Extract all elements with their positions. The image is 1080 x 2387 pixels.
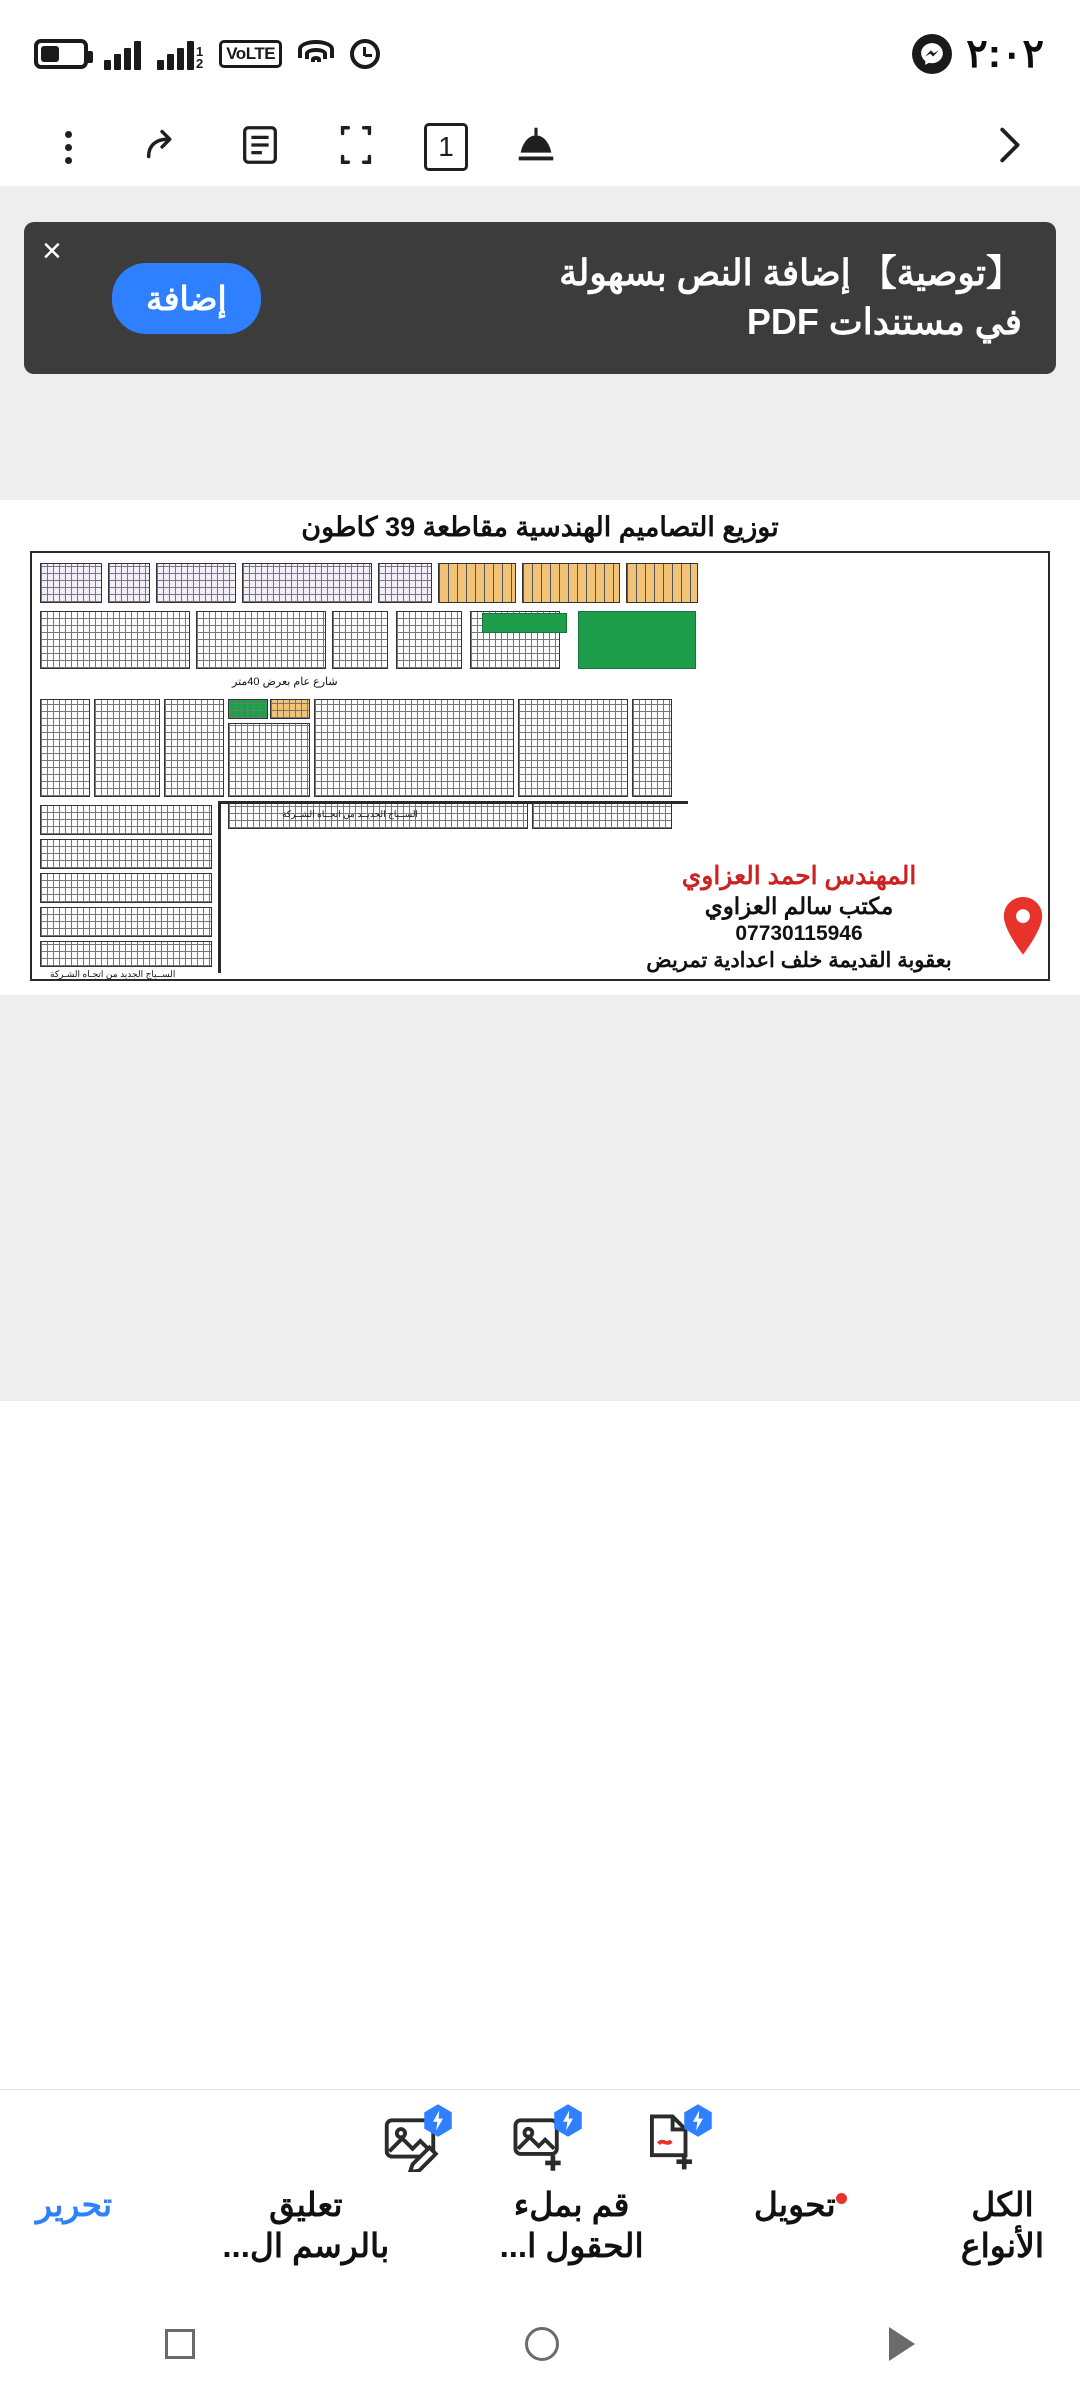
signature-page-icon	[639, 2159, 701, 2176]
office-name: مكتب سالم العزاوي	[704, 893, 894, 919]
status-bar-right	[912, 0, 1044, 108]
plan-block	[518, 699, 628, 797]
tab-fill-line1: قم بملء	[513, 2186, 630, 2223]
add-signature-tool-button[interactable]	[639, 2110, 701, 2172]
office-address: بعقوبة القديمة خلف اعدادية تمريض	[646, 949, 952, 972]
plan-block	[242, 563, 372, 603]
tab-comment-line2: بالرسم ال...	[222, 2227, 390, 2265]
plan-block	[228, 723, 310, 797]
edit-image-tool-button[interactable]	[379, 2110, 441, 2172]
plan-block	[532, 803, 672, 829]
signal-bars-sim2-icon	[157, 38, 203, 70]
promo-banner[interactable]	[24, 222, 1056, 374]
sim1-label: 1	[196, 44, 204, 59]
bottom-tool-icons	[0, 2090, 1080, 2172]
plan-block	[40, 699, 90, 797]
plan-block	[438, 563, 516, 603]
plan-block	[40, 941, 212, 967]
circle-nav-icon[interactable]	[525, 2327, 559, 2361]
volte-icon: VoLTE	[219, 40, 282, 68]
plan-block	[378, 563, 432, 603]
fence-label-top: الســياج الجديــد من اتجــاه الشــركة	[282, 809, 418, 819]
square-nav-icon[interactable]	[165, 2329, 195, 2359]
tab-convert[interactable]	[754, 2184, 851, 2225]
image-edit-icon	[379, 2159, 441, 2176]
plan-block	[94, 699, 160, 797]
plan-block	[196, 611, 326, 669]
status-bar-time: ٢:٠٢	[966, 32, 1044, 76]
site-plan-drawing	[30, 551, 1050, 981]
flash-badge-icon	[683, 2104, 713, 2137]
plan-block	[40, 873, 212, 903]
crop-button[interactable]	[328, 119, 384, 175]
plan-block	[40, 611, 190, 669]
share-button[interactable]	[136, 119, 192, 175]
engineer-name: المهندس احمد العزاوي	[681, 862, 917, 890]
plan-block	[40, 839, 212, 869]
page-number-indicator[interactable]	[424, 123, 468, 171]
more-options-button[interactable]	[40, 119, 96, 175]
plan-block	[40, 805, 212, 835]
plan-block	[332, 611, 388, 669]
plan-block	[40, 907, 212, 937]
wifi-icon	[298, 40, 334, 68]
tab-comment-line1: تعليق	[269, 2186, 343, 2223]
image-add-icon	[509, 2159, 571, 2176]
promo-text-line2: في مستندات PDF	[746, 301, 1022, 342]
promo-text	[261, 249, 1028, 346]
plan-block	[632, 699, 672, 797]
plan-boundary-line	[218, 801, 688, 804]
pdf-viewer-content[interactable]	[0, 186, 1080, 1401]
plan-block	[156, 563, 236, 603]
tab-comment[interactable]	[222, 2184, 389, 2267]
page-number-label: 1	[438, 131, 454, 162]
tab-convert-label: تحويل	[753, 2186, 836, 2223]
bottom-toolbar	[0, 2089, 1080, 2301]
document-page[interactable]	[0, 500, 1080, 995]
status-bar-left	[34, 38, 380, 70]
plan-block	[396, 611, 462, 669]
plan-block-green	[578, 611, 696, 669]
chevron-right-icon	[985, 122, 1031, 173]
tab-edit[interactable]: تحرير	[36, 2186, 113, 2223]
location-pin-icon	[1000, 897, 1046, 953]
outline-button[interactable]	[232, 119, 288, 175]
app-toolbar	[0, 108, 1080, 186]
plan-block	[270, 699, 310, 719]
bottom-labels-row	[0, 2172, 1080, 2267]
flash-badge-icon	[423, 2104, 453, 2137]
tab-all-types[interactable]	[961, 2184, 1044, 2267]
outline-icon	[237, 122, 283, 173]
document-title: توزيع التصاميم الهندسية مقاطعة 39 كاطون	[301, 512, 779, 542]
next-page-button[interactable]	[980, 119, 1036, 175]
share-icon	[141, 122, 187, 173]
messenger-icon	[912, 34, 952, 74]
new-indicator-dot	[836, 2193, 847, 2204]
road-label: شارع عام بعرض 40متر	[232, 676, 338, 688]
kebab-menu-icon	[65, 131, 72, 164]
alarm-clock-icon	[350, 39, 380, 69]
tab-fill-fields[interactable]	[500, 2184, 644, 2267]
promo-text-line1: 【توصية】 إضافة النص بسهولة	[559, 252, 1022, 294]
crop-icon	[333, 122, 379, 173]
signature-block	[584, 861, 1014, 973]
battery-icon	[34, 39, 88, 69]
plan-block	[626, 563, 698, 603]
signal-bars-icon	[104, 38, 141, 70]
tab-fill-line2: الحقول ا...	[499, 2227, 644, 2265]
status-bar	[0, 0, 1080, 108]
plan-block	[108, 563, 150, 603]
fence-label-bottom: الســياج الجديد من اتجـاه الشـركة	[50, 969, 176, 979]
phone-number: 07730115946	[735, 922, 863, 945]
plan-boundary-line	[218, 801, 221, 973]
plan-block-green	[482, 613, 567, 633]
sim2-label: 2	[196, 56, 204, 71]
bookmark-icon	[513, 122, 559, 173]
plan-block	[314, 699, 514, 797]
add-image-tool-button[interactable]	[509, 2110, 571, 2172]
tab-all-types-line1: الكل	[971, 2186, 1034, 2223]
close-icon[interactable]: ×	[42, 232, 62, 270]
plan-block-green	[228, 699, 268, 719]
promo-add-button[interactable]: إضافة	[112, 263, 261, 334]
plan-block	[40, 563, 102, 603]
plan-block	[522, 563, 620, 603]
plan-block	[164, 699, 224, 797]
bookmark-button[interactable]	[508, 119, 564, 175]
flash-badge-icon	[553, 2104, 583, 2137]
android-nav-bar	[0, 2301, 1080, 2387]
triangle-nav-icon[interactable]	[889, 2327, 915, 2361]
tab-all-types-line2: الأنواع	[960, 2227, 1044, 2265]
